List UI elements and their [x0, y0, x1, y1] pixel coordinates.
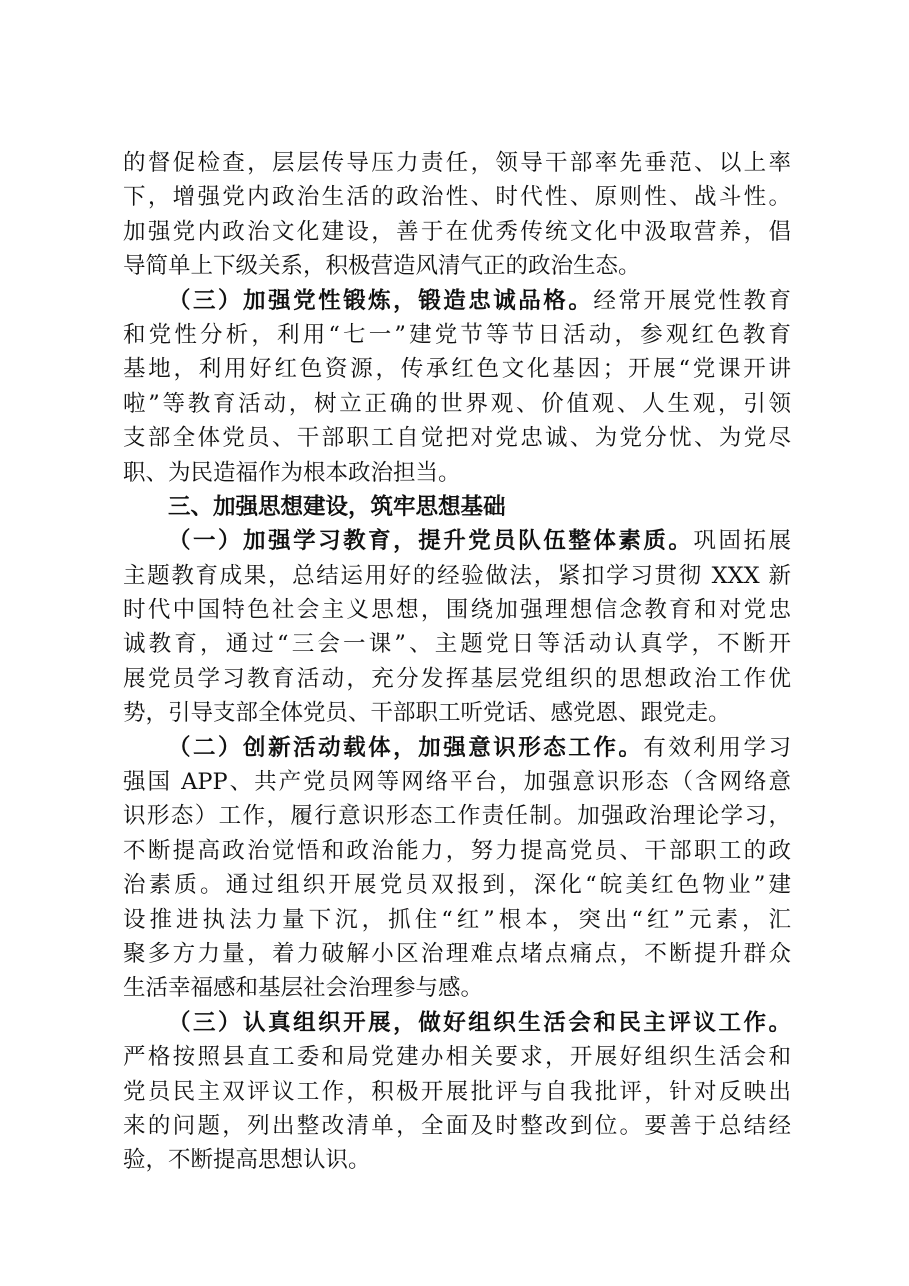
text-line: 导简单上下级关系，积极营造风清气正的政治生态。: [123, 253, 641, 280]
text-line: 势，引导支部全体党员、干部职工听党话、感党恩、跟党走。: [123, 700, 731, 727]
text-line: 聚多方力量，着力破解小区治理难点堵点痛点，不断提升群众: [123, 940, 791, 967]
paragraph-lead: （三）认真组织开展，做好组织生活会和民主评议工作。: [168, 1009, 791, 1036]
paragraph-lead: （三）加强党性锻炼，锻造忠诚品格。: [168, 287, 594, 314]
paragraph-lead: （二）创新活动载体，加强意识形态工作。: [168, 734, 644, 761]
paragraph: [123, 731, 791, 1006]
text-line: 加强党内政治文化建设，善于在优秀传统文化中汲取营养，倡: [123, 218, 791, 245]
text-line: 严格按照县直工委和局党建办相关要求，开展好组织生活会和: [123, 1044, 791, 1071]
text-line: 生活幸福感和基层社会治理参与感。: [123, 975, 484, 1002]
paragraph: [123, 1006, 791, 1178]
paragraph-text: 经常开展党性教育: [593, 287, 791, 314]
paragraph: [123, 284, 791, 490]
text-line: 主题教育成果，总结运用好的经验做法，紧扣学习贯彻 XXX 新: [123, 562, 791, 589]
paragraph-first-line: [123, 524, 791, 558]
text-line: 和党性分析，利用“七一”建党节等节日活动，参观红色教育: [123, 321, 791, 348]
paragraph-lead: （一）加强学习教育，提升党员队伍整体素质。: [168, 528, 694, 555]
paragraph-text: 巩固拓展: [693, 528, 791, 555]
text-line: 来的问题，列出整改清单，全面及时整改到位。要善于总结经: [123, 1112, 791, 1139]
text-line: 党员民主双评议工作，积极开展批评与自我批评，针对反映出: [123, 1078, 791, 1105]
paragraph-first-line: [123, 1006, 791, 1040]
text-line: 识形态）工作，履行意识形态工作责任制。加强政治理论学习，: [123, 803, 791, 830]
text-line: 支部全体党员、干部职工自觉把对党忠诚、为党分忧、为党尽: [123, 425, 791, 452]
text-line: 验，不断提高思想认识。: [123, 1147, 371, 1174]
text-line: 强国 APP、共产党员网等网络平台，加强意识形态（含网络意: [123, 769, 791, 796]
text-line: 职、为民造福作为根本政治担当。: [123, 459, 461, 486]
text-line: 治素质。通过组织开展党员双报到，深化“皖美红色物业”建: [123, 872, 791, 899]
text-line: 设推进执法力量下沉，抓住“红”根本，突出“红”元素，汇: [123, 906, 791, 933]
paragraph: [123, 524, 791, 730]
text-line: 诚教育，通过“三会一课”、主题党日等活动认真学，不断开: [123, 631, 791, 658]
document-page: [123, 146, 791, 1178]
text-line: 啦”等教育活动，树立正确的世界观、价值观、人生观，引领: [123, 390, 791, 417]
paragraph-first-line: [123, 284, 791, 318]
text-line: 展党员学习教育活动，充分发挥基层党组织的思想政治工作优: [123, 665, 791, 692]
paragraph: [123, 146, 791, 284]
paragraph-first-line: [123, 731, 791, 765]
text-line: 的督促检查，层层传导压力责任，领导干部率先垂范、以上率: [123, 150, 791, 176]
text-line: 不断提高政治觉悟和政治能力，努力提高党员、干部职工的政: [123, 837, 791, 864]
text-line: 下，增强党内政治生活的政治性、时代性、原则性、战斗性。: [123, 184, 791, 211]
paragraph-text: 有效利用学习: [643, 734, 791, 761]
text-line: 时代中国特色社会主义思想，围绕加强理想信念教育和对党忠: [123, 597, 791, 624]
section-heading: 三、加强思想建设，筑牢思想基础: [168, 493, 506, 520]
text-line: 基地，利用好红色资源，传承红色文化基因；开展“党课开讲: [123, 356, 791, 383]
